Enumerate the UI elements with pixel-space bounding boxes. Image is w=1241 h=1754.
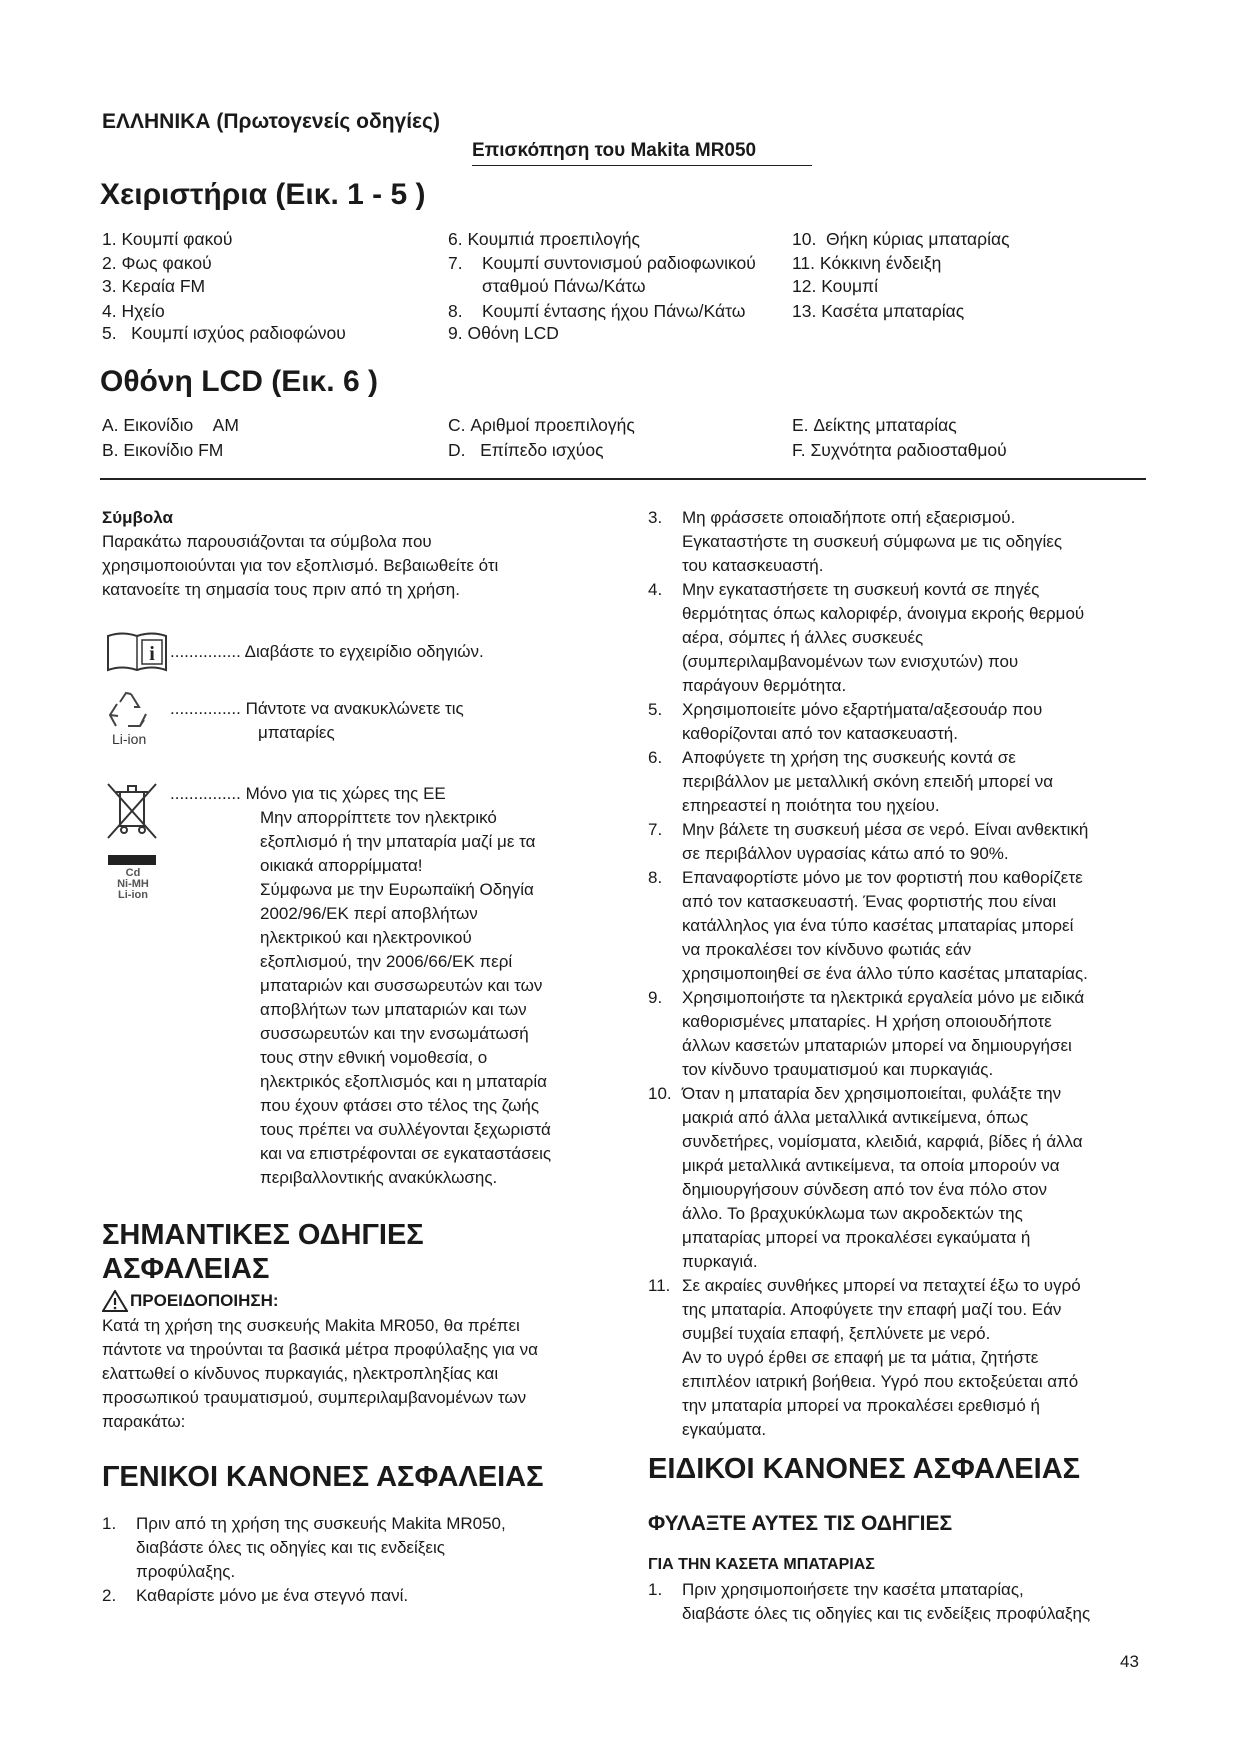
lcd-title: Οθόνη LCD (Εικ. 6 ): [100, 365, 378, 398]
symbols-title: Σύμβολα: [102, 508, 173, 527]
item-line: μπαταρίας μπορεί να προκαλέσει εγκαύματα ή: [682, 1228, 1031, 1247]
general-item: [102, 1512, 622, 1584]
item-line: καθορισμένες μπαταρίες. Η χρήση οποιουδήποτε: [682, 1012, 1052, 1031]
general-list: [102, 1512, 622, 1608]
eu-line: Σύμφωνα με την Ευρωπαϊκή Οδηγία: [260, 880, 534, 899]
controls-item: 13. Κασέτα μπαταρίας: [792, 301, 965, 321]
item-line: καθορίζονται από τον κατασκευαστή.: [682, 724, 958, 743]
recycle-line: μπαταρίες: [258, 723, 335, 742]
eu-line: που έχουν φτάσει στο τέλος της ζωής: [260, 1096, 540, 1115]
safety-item: [648, 506, 1148, 578]
battery-heading: ΓΙΑ ΤΗΝ ΚΑΣΕΤΑ ΜΠΑΤΑΡΙΑΣ: [648, 1556, 875, 1573]
item-line: Αν το υγρό έρθει σε επαφή με τα μάτια, ζητήστε: [682, 1348, 1039, 1367]
weee-label: Li-ion: [118, 889, 148, 901]
safety-list-continued: [648, 506, 1148, 1442]
item-line: να προκαλέσει τον κίνδυνο φωτιάς εάν: [682, 940, 972, 959]
item-line: προφύλαξης.: [136, 1562, 236, 1581]
language-heading: ΕΛΛΗΝΙΚΑ (Πρωτογενείς οδηγίες): [102, 110, 440, 133]
item-line: Καθαρίστε μόνο με ένα στεγνό πανί.: [136, 1586, 409, 1605]
item-line: Μη φράσσετε οποιαδήποτε οπή εξαερισμού.: [682, 508, 1016, 527]
controls-item: 2. Φως φακού: [102, 253, 212, 273]
item-line: συμβεί τυχαία επαφή, ξεπλύνετε με νερό.: [682, 1324, 991, 1343]
item-line: κατάλληλος για ένα τύπο κασέτας μπαταρίας μπορεί: [682, 916, 1074, 935]
lcd-item: C. Αριθμοί προεπιλογής: [448, 415, 635, 435]
item-line: Χρησιμοποιείτε μόνο εξαρτήματα/αξεσουάρ που: [682, 700, 1043, 719]
keep-instructions-heading: ΦΥΛΑΞΤΕ ΑΥΤΕΣ ΤΙΣ ΟΔΗΓΙΕΣ: [648, 1512, 953, 1535]
read-manual-text: ............... Διαβάστε το εγχειρίδιο οδηγιών.: [170, 642, 484, 661]
eu-line: περιβαλλοντικής ανακύκλωσης.: [260, 1168, 498, 1187]
item-line: δημιουργήσουν σύνδεση από τον ένα πόλο στον: [682, 1180, 1048, 1199]
item-number: 2.: [102, 1586, 117, 1605]
eu-line: ηλεκτρικός εξοπλισμός και η μπαταρία: [260, 1072, 547, 1091]
item-line: περιβάλλον με μεταλλική σκόνη επειδή μπορεί να: [682, 772, 1054, 791]
controls-item: 11. Κόκκινη ένδειξη: [792, 253, 942, 273]
item-line: Επαναφορτίστε μόνο με τον φορτιστή που καθορίζετε: [682, 868, 1083, 887]
important-title-line: ΑΣΦΑΛΕΙΑΣ: [102, 1253, 270, 1285]
item-line: επιπλέον ιατρική βοήθεια. Υγρό που εκτοξεύεται από: [682, 1372, 1079, 1391]
item-line: μικρά μεταλλικά αντικείμενα, τα οποία μπορούν να: [682, 1156, 1060, 1175]
lcd-item: F. Συχνότητα ραδιοσταθμού: [792, 440, 1007, 460]
item-line: Πριν χρησιμοποιήσετε την κασέτα μπαταρίας,: [682, 1580, 1024, 1599]
item-line: θερμότητας όπως καλοριφέρ, άνοιγμα εκροής θερμού: [682, 604, 1085, 623]
controls-item: σταθμού Πάνω/Κάτω: [448, 276, 646, 296]
controls-title: Χειριστήρια (Εικ. 1 - 5 ): [100, 178, 426, 211]
eu-line: αποβλήτων των μπαταριών και των: [260, 1000, 527, 1019]
item-line: Εγκαταστήστε τη συσκευή σύμφωνα με τις οδηγίες: [682, 532, 1063, 551]
item-number: 7.: [648, 820, 663, 839]
item-number: 8.: [648, 868, 663, 887]
warning-icon: [102, 1290, 128, 1312]
item-number: 6.: [648, 748, 663, 767]
eu-line: 2002/96/ΕΚ περί αποβλήτων: [260, 904, 478, 923]
item-number: 5.: [648, 700, 663, 719]
item-line: Χρησιμοποιήστε τα ηλεκτρικά εργαλεία μόνο με ειδικά: [682, 988, 1085, 1007]
eu-body: [170, 806, 551, 1190]
safety-item: [648, 986, 1148, 1082]
item-line: Μην εγκαταστήσετε τη συσκευή κοντά σε πηγές: [682, 580, 1040, 599]
item-line: μακριά από άλλα μεταλλικά αντικείμενα, όπως: [682, 1108, 1029, 1127]
recycle-icon: [106, 690, 156, 735]
eu-only-line: ............... Μόνο για τις χώρες της ΕΕ: [170, 784, 446, 803]
item-line: άλλων κασετών μπαταριών μπορεί να δημιουργήσει: [682, 1036, 1072, 1055]
read-manual-icon: [106, 630, 168, 679]
item-number: 4.: [648, 580, 663, 599]
warning-text: [102, 1314, 622, 1434]
item-number: 10.: [648, 1084, 672, 1103]
warning-line: Κατά τη χρήση της συσκευής Makita MR050, θα πρέπει: [102, 1316, 520, 1335]
warning-heading: [102, 1290, 279, 1312]
svg-text:i: i: [149, 643, 155, 665]
controls-item: 8. Κουμπί έντασης ήχου Πάνω/Κάτω: [448, 301, 746, 321]
eu-line: μπαταριών και συσσωρευτών και των: [260, 976, 543, 995]
item-line: σε περιβάλλον υγρασίας κάτω από το 90%.: [682, 844, 1009, 863]
item-number: 1.: [648, 1580, 663, 1599]
important-title: [102, 1218, 424, 1286]
recycle-text: [170, 697, 464, 745]
item-line: επηρεαστεί η ποιότητα του ηχείου.: [682, 796, 940, 815]
warning-label: ΠΡΟΕΙΔΟΠΟΙΗΣΗ:: [130, 1291, 279, 1310]
item-line: συνδετήρες, νομίσματα, κλειδιά, καρφιά, βίδες ή άλλα: [682, 1132, 1083, 1151]
safety-item: [648, 866, 1148, 986]
item-line: Σε ακραίες συνθήκες μπορεί να πεταχτεί έξω το υγρό: [682, 1276, 1081, 1295]
eu-line: εξοπλισμό ή την μπαταρία μαζί με τα: [260, 832, 536, 851]
important-title-line: ΣΗΜΑΝΤΙΚΕΣ ΟΔΗΓΙΕΣ: [102, 1219, 424, 1251]
lcd-item: D. Επίπεδο ισχύος: [448, 440, 604, 460]
special-title: ΕΙΔΙΚΟΙ ΚΑΝΟΝΕΣ ΑΣΦΑΛΕΙΑΣ: [648, 1453, 1081, 1485]
symbols-intro-line: χρησιμοποιούνται για τον εξοπλισμό. Βεβαιωθείτε ότι: [102, 556, 499, 575]
controls-item: 3. Κεραία FM: [102, 276, 206, 296]
item-line: την μπαταρία μπορεί να προκαλέσει ερεθισμό ή: [682, 1396, 1040, 1415]
lcd-item: E. Δείκτης μπαταρίας: [792, 415, 957, 435]
controls-item: 7. Κουμπί συντονισμού ραδιοφωνικού: [448, 253, 756, 273]
item-line: Όταν η μπαταρία δεν χρησιμοποιείται, φυλάξτε την: [682, 1084, 1062, 1103]
item-number: 9.: [648, 988, 663, 1007]
item-line: διαβάστε όλες τις οδηγίες και τις ενδείξεις προφύλαξης: [682, 1604, 1091, 1623]
eu-line: συσσωρευτών και την ενσωμάτωσή: [260, 1024, 529, 1043]
lcd-item: B. Εικονίδιο FM: [102, 440, 224, 460]
controls-item: 12. Κουμπί: [792, 276, 878, 296]
item-line: διαβάστε όλες τις οδηγίες και τις ενδείξεις: [136, 1538, 445, 1557]
controls-item: 5. Κουμπί ισχύος ραδιοφώνου: [102, 323, 346, 343]
special-list: [648, 1578, 1148, 1626]
section-divider: [100, 478, 1146, 480]
item-line: αέρα, σόμπες ή άλλες συσκευές: [682, 628, 924, 647]
item-line: Μην βάλετε τη συσκευή μέσα σε νερό. Είναι ανθεκτική: [682, 820, 1089, 839]
warning-line: προσωπικού τραυματισμού, συμπεριλαμβανομένων των: [102, 1388, 527, 1407]
warning-line: ελαττωθεί ο κίνδυνος πυρκαγιάς, ηλεκτροπληξίας και: [102, 1364, 499, 1383]
controls-item: 6. Κουμπιά προεπιλογής: [448, 229, 640, 249]
eu-line: και να επιστρέφονται σε εγκαταστάσεις: [260, 1144, 552, 1163]
item-line: Πριν από τη χρήση της συσκευής Makita MR050,: [136, 1514, 506, 1533]
safety-item: [648, 746, 1148, 818]
eu-line: οικιακά απορρίμματα!: [260, 856, 423, 875]
item-line: άλλο. Το βραχυκύκλωμα των ακροδεκτών της: [682, 1204, 1023, 1223]
safety-item: [648, 698, 1148, 746]
symbols-section: [102, 506, 622, 602]
item-line: του κατασκευαστή.: [682, 556, 824, 575]
eu-line: εξοπλισμού, την 2006/66/ΕΚ περί: [260, 952, 513, 971]
controls-item: 10. Θήκη κύριας μπαταρίας: [792, 229, 1010, 249]
page-number: 43: [1120, 1652, 1139, 1671]
recycle-line: ............... Πάντοτε να ανακυκλώνετε τις: [170, 699, 464, 718]
item-number: 3.: [648, 508, 663, 527]
special-item: [648, 1578, 1148, 1626]
item-line: παράγουν θερμότητα.: [682, 676, 847, 695]
safety-item: [648, 1082, 1148, 1274]
lcd-item: A. Εικονίδιο AM: [102, 415, 239, 435]
item-line: από τον κατασκευαστή. Ένας φορτιστής που είναι: [682, 892, 1057, 911]
item-line: τον κίνδυνο τραυματισμού και πυρκαγιάς.: [682, 1060, 994, 1079]
eu-line: τους στην εθνική νομοθεσία, ο: [260, 1048, 488, 1067]
general-title: ΓΕΝΙΚΟΙ ΚΑΝΟΝΕΣ ΑΣΦΑΛΕΙΑΣ: [102, 1461, 544, 1493]
safety-item: [648, 1274, 1148, 1442]
general-item: [102, 1584, 622, 1608]
symbols-intro-line: Παρακάτω παρουσιάζονται τα σύμβολα που: [102, 532, 432, 551]
item-number: 1.: [102, 1514, 117, 1533]
item-line: Αποφύγετε τη χρήση της συσκευής κοντά σε: [682, 748, 1016, 767]
weee-bin-icon: [104, 780, 160, 851]
eu-line: ηλεκτρικού και ηλεκτρονικού: [260, 928, 472, 947]
item-number: 11.: [648, 1276, 671, 1295]
weee-bar: [108, 855, 156, 865]
weee-labels: [108, 868, 158, 901]
weee-label: Ni-MH: [117, 878, 149, 890]
controls-item: 9. Οθόνη LCD: [448, 323, 559, 343]
symbols-intro-line: κατανοείτε τη σημασία τους πριν από τη χρήση.: [102, 580, 460, 599]
overview-heading: Επισκόπηση του Makita MR050: [472, 140, 812, 166]
warning-line: πάντοτε να τηρούνται τα βασικά μέτρα προφύλαξης για να: [102, 1340, 538, 1359]
eu-text: [170, 782, 551, 1190]
item-line: χρησιμοποιηθεί σε ένα άλλο τύπο κασέτας μπαταρίας.: [682, 964, 1088, 983]
safety-item: [648, 818, 1148, 866]
item-line: εγκαύματα.: [682, 1420, 767, 1439]
warning-line: παρακάτω:: [102, 1412, 186, 1431]
eu-line: Μην απορρίπτετε τον ηλεκτρικό: [260, 808, 497, 827]
weee-label: Cd: [125, 867, 141, 879]
item-line: (συμπεριλαμβανομένων των ενισχυτών) που: [682, 652, 1019, 671]
item-line: πυρκαγιά.: [682, 1252, 758, 1271]
item-line: της μπαταρία. Αποφύγετε την επαφή μαζί του. Εάν: [682, 1300, 1062, 1319]
controls-item: 1. Κουμπί φακού: [102, 229, 233, 249]
eu-line: τους πρέπει να συλλέγονται ξεχωριστά: [260, 1120, 551, 1139]
controls-item: 4. Ηχείο: [102, 301, 165, 321]
safety-item: [648, 578, 1148, 698]
recycle-icon-label: Li-ion: [112, 731, 147, 747]
